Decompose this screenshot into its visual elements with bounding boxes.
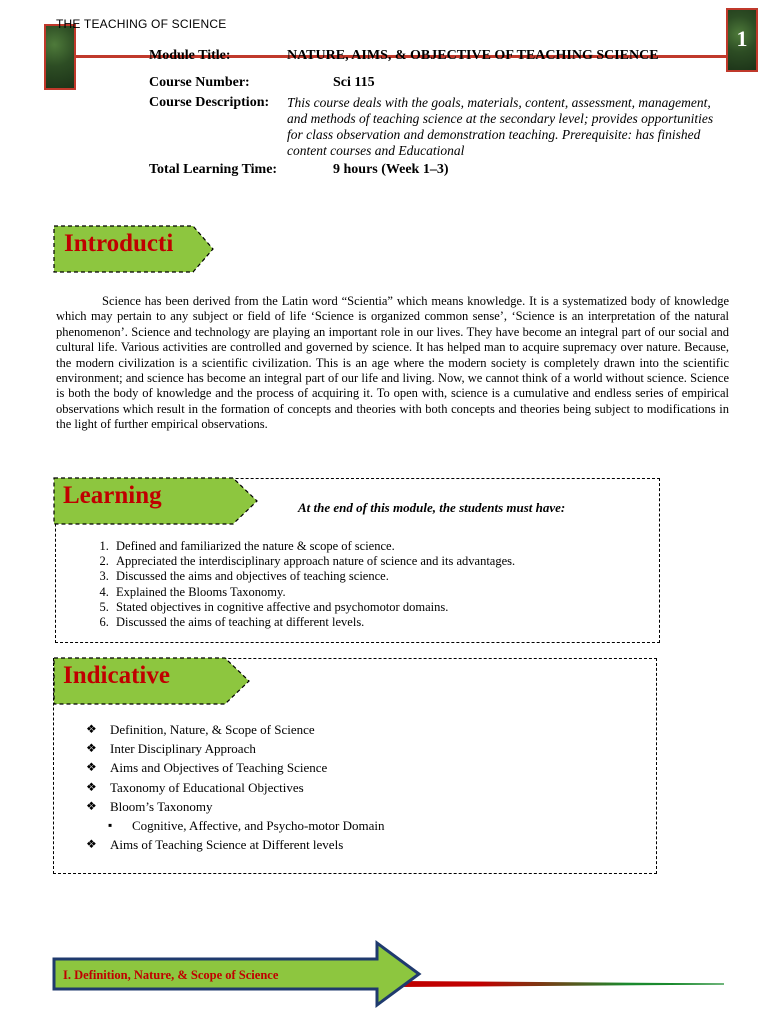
- list-item: 6. Discussed the aims of teaching at different levels.: [112, 615, 515, 630]
- course-description-label: Course Description:: [149, 95, 270, 110]
- diamond-bullet-icon: ❖: [86, 760, 97, 775]
- introduction-text: Science has been derived from the Latin word “Scientia” which means knowledge. It is a systematized body of knowledge which may pertain to any subject or field of life ‘Science is organized common sense’, ‘Science is an interpretation of the natural phenomenon’. Science and technology are playing an important role in our lives. They have become an integral part of our social and cultural life. Various activities are controlled and governed by science. It has helped man to acquire supremacy over nature. Because, the modern civilization is a scientific civilization. This is an age where the modern society is completely drawn into the scientific environment; and science has become an integral part of our life and living. Now, we cannot think of a world without science. Science is both the body of knowledge and the process of acquiring it. To open with, science is a cumulative and endless series of empirical observations which result in the formation of concepts and theories with both concepts and theories being subject to modifications in the light of further empirical observations.: [56, 294, 729, 432]
- list-item: ▪ Cognitive, Affective, and Psycho-motor Domain: [86, 816, 385, 835]
- list-item: ❖ Taxonomy of Educational Objectives: [86, 778, 385, 797]
- learning-outcomes-list: [82, 539, 515, 630]
- header-decoration-left: [44, 24, 76, 90]
- introduction-tag: Introducti: [64, 230, 174, 257]
- page-number: 1: [736, 26, 748, 51]
- indicative-content-list: [86, 720, 385, 854]
- list-item: 2. Appreciated the interdisciplinary approach nature of science and its advantages.: [112, 554, 515, 569]
- list-item: 1. Defined and familiarized the nature & scope of science.: [112, 539, 515, 554]
- course-description-value: This course deals with the goals, materials, content, assessment, management, and methods of teaching science at the secondary level; provides opportunities for class observation and demonstration teaching. Prerequisite: has finished content courses and Educational: [287, 95, 714, 158]
- list-item: 4. Explained the Blooms Taxonomy.: [112, 585, 515, 600]
- diamond-bullet-icon: ❖: [86, 722, 97, 736]
- module-title-value: NATURE, AIMS, & OBJECTIVE OF TEACHING SCIENCE: [287, 48, 659, 63]
- list-item: 3. Discussed the aims and objectives of teaching science.: [112, 569, 515, 584]
- list-item: ❖ Definition, Nature, & Scope of Science: [86, 720, 385, 739]
- course-number-value: Sci 115: [333, 75, 375, 90]
- section-divider-line: [400, 981, 724, 987]
- module-title-label: Module Title:: [149, 48, 231, 63]
- list-item: ❖ Inter Disciplinary Approach: [86, 739, 385, 758]
- list-item: 5. Stated objectives in cognitive affective and psychomotor domains.: [112, 600, 515, 615]
- list-item: ❖ Aims and Objectives of Teaching Science: [86, 758, 385, 777]
- diamond-bullet-icon: ❖: [86, 798, 97, 813]
- header-label: THE TEACHING OF SCIENCE: [56, 17, 227, 31]
- course-number-label: Course Number:: [149, 75, 250, 90]
- learning-time-label: Total Learning Time:: [149, 162, 278, 177]
- learning-time-value: 9 hours (Week 1–3): [333, 162, 449, 177]
- diamond-bullet-icon: ❖: [86, 741, 97, 756]
- square-bullet-icon: ▪: [108, 818, 113, 833]
- learning-subtitle: At the end of this module, the students must have:: [298, 500, 566, 515]
- diamond-bullet-icon: ❖: [86, 837, 97, 852]
- indicative-tag: Indicative: [63, 662, 170, 689]
- learning-tag: Learning: [63, 482, 162, 509]
- list-item: ❖ Bloom’s Taxonomy: [86, 797, 385, 816]
- section-heading: I. Definition, Nature, & Scope of Science: [63, 968, 279, 982]
- list-item: ❖ Aims of Teaching Science at Different levels: [86, 835, 385, 854]
- diamond-bullet-icon: ❖: [86, 779, 97, 794]
